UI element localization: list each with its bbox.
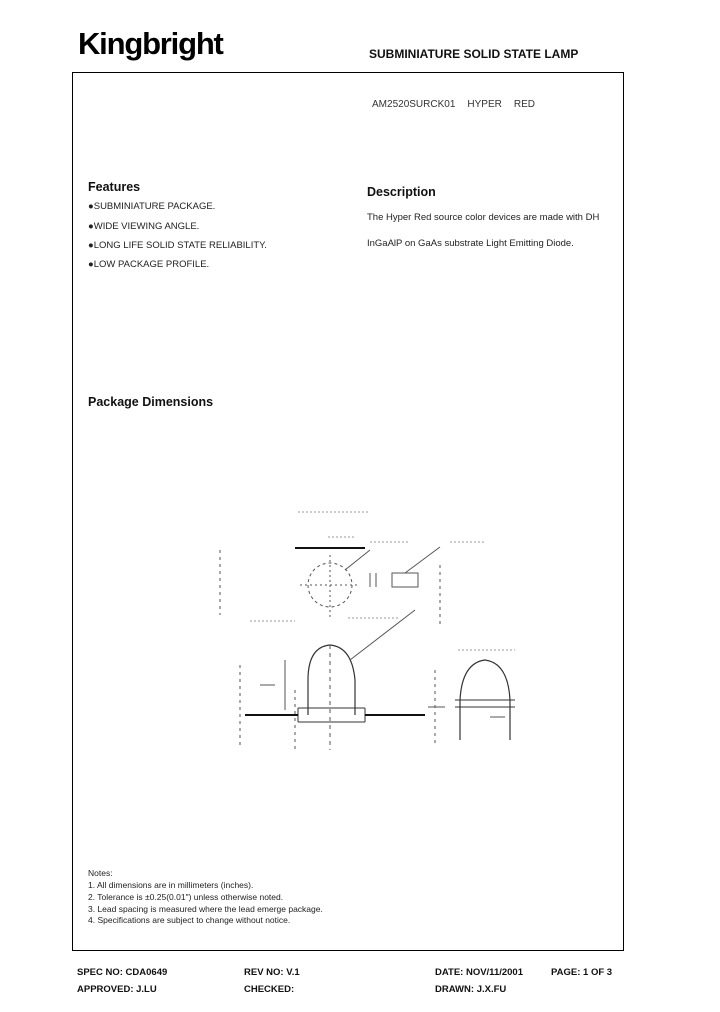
description-line: InGaAlP on GaAs substrate Light Emitting Diode.: [367, 238, 574, 249]
package-dimensions-drawing: [200, 495, 540, 755]
feature-item: ●LONG LIFE SOLID STATE RELIABILITY.: [88, 240, 267, 251]
page-number: PAGE: 1 OF 3: [551, 967, 613, 978]
note-item: 2. Tolerance is ±0.25(0.01") unless otherwise noted.: [88, 892, 284, 902]
note-item: 3. Lead spacing is measured where the lead emerge package.: [88, 904, 323, 914]
description-line: The Hyper Red source color devices are made with DH: [367, 212, 600, 223]
revision-number: REV NO: V.1: [244, 967, 300, 978]
note-item: 4. Specifications are subject to change without notice.: [88, 915, 291, 925]
part-number: AM2520SURCK01: [372, 99, 456, 110]
side-view: [240, 610, 425, 750]
checked-by: CHECKED:: [244, 984, 295, 995]
part-number-line: [367, 88, 547, 110]
features-heading: Features: [88, 180, 141, 194]
document-title: SUBMINIATURE SOLID STATE LAMP: [369, 47, 579, 61]
note-item: 1. All dimensions are in millimeters (inches).: [88, 880, 254, 890]
drawn-by: DRAWN: J.X.FU: [435, 984, 507, 995]
feature-item: ●WIDE VIEWING ANGLE.: [88, 221, 200, 232]
description-heading: Description: [367, 185, 436, 199]
feature-item: ●LOW PACKAGE PROFILE.: [88, 259, 210, 270]
document-date: DATE: NOV/11/2001: [435, 967, 524, 978]
end-view: [428, 660, 515, 745]
approved-by: APPROVED: J.LU: [77, 984, 157, 995]
package-dimensions-heading: Package Dimensions: [88, 395, 214, 409]
color-name: RED: [513, 99, 535, 110]
color-grade: HYPER: [467, 99, 502, 110]
top-view: [220, 547, 440, 625]
feature-item: ●SUBMINIATURE PACKAGE.: [88, 201, 216, 212]
spec-number: SPEC NO: CDA0649: [77, 967, 168, 978]
kingbright-logo: Kingbright: [78, 26, 223, 61]
notes-heading: Notes:: [88, 868, 113, 878]
